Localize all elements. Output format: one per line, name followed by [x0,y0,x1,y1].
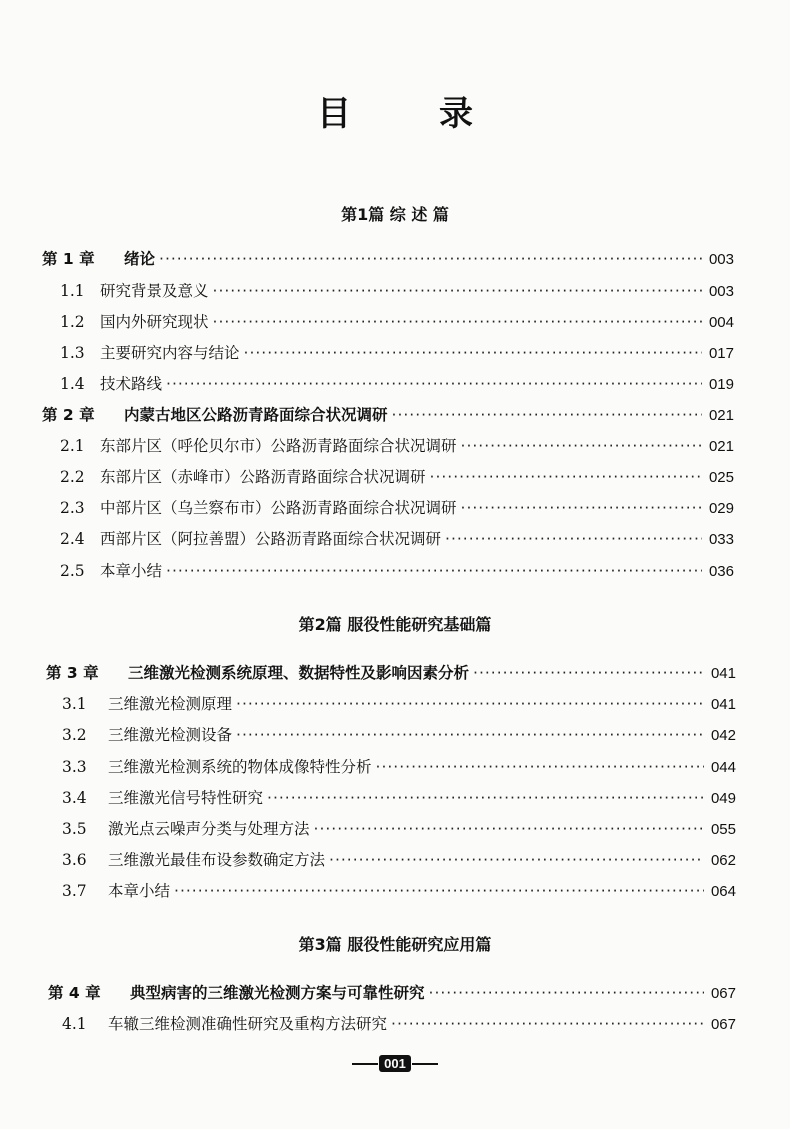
entry-page: 033 [708,531,734,548]
leader-dots [159,248,702,270]
leader-dots [267,787,704,809]
entry-page: 049 [710,790,736,807]
entry-title: 内蒙古地区公路沥青路面综合状况调研 [124,406,388,424]
toc-entry-chapter-2[interactable] [42,404,734,426]
entry-number: 3.4 [62,789,87,807]
leader-dots [473,662,704,684]
entry-title: 国内外研究现状 [100,313,209,331]
entry-page: 055 [710,821,736,838]
entry-page: 003 [708,283,734,300]
leader-dots [166,373,702,395]
leader-dots [213,280,702,302]
page-title [0,86,790,135]
entry-title: 绪论 [124,250,156,268]
entry-number: 第 4 章 [48,984,101,1002]
entry-number: 2.1 [60,437,85,455]
entry-page: 017 [708,345,734,362]
toc-entry-section-1-4[interactable] [60,373,734,395]
toc-entry-section-1-1[interactable] [60,280,734,302]
leader-dots [430,466,702,488]
entry-number: 2.3 [60,499,85,517]
toc-entry-section-3-2[interactable] [62,724,736,746]
footer-rule-left [352,1063,378,1065]
entry-number: 4.1 [62,1015,87,1033]
leader-dots [244,342,702,364]
leader-dots [314,818,704,840]
entry-number: 1.1 [60,282,85,300]
entry-title: 典型病害的三维激光检测方案与可靠性研究 [130,984,425,1002]
entry-page: 036 [708,563,734,580]
entry-number: 1.4 [60,375,85,393]
toc-entry-section-3-4[interactable] [62,787,736,809]
toc-entry-section-2-5[interactable] [60,560,734,582]
entry-page: 041 [710,696,736,713]
leader-dots [329,849,704,871]
toc-entry-section-3-5[interactable] [62,818,736,840]
entry-number: 2.2 [60,468,85,486]
part-heading-1: 第1篇 综 述 篇 [341,205,449,224]
leader-dots [174,880,704,902]
entry-number: 第 3 章 [46,664,99,682]
entry-title: 本章小结 [100,562,163,580]
footer-rule-right [412,1063,438,1065]
leader-dots [376,756,704,778]
toc-entry-section-2-1[interactable] [60,435,734,457]
entry-title: 本章小结 [108,882,171,900]
entry-title: 三维激光最佳布设参数确定方法 [108,851,326,869]
toc-entry-section-4-1[interactable] [62,1013,736,1035]
entry-page: 042 [710,727,736,744]
part-heading-3: 第3篇 服役性能研究应用篇 [298,935,492,954]
page-footer [0,1055,790,1072]
toc-entry-section-2-2[interactable] [60,466,734,488]
entry-page: 021 [708,438,734,455]
entry-number: 2.4 [60,530,85,548]
entry-number: 3.6 [62,851,87,869]
leader-dots [236,693,704,715]
leader-dots [236,724,704,746]
entry-page: 004 [708,314,734,331]
entry-number: 3.3 [62,758,87,776]
toc-entry-section-2-3[interactable] [60,497,734,519]
toc-entry-section-1-3[interactable] [60,342,734,364]
entry-page: 029 [708,500,734,517]
entry-title: 三维激光检测系统原理、数据特性及影响因素分析 [128,664,470,682]
part-heading-2: 第2篇 服役性能研究基础篇 [298,615,492,634]
entry-page: 025 [708,469,734,486]
leader-dots [461,435,702,457]
entry-page: 062 [710,852,736,869]
entry-number: 3.7 [62,882,87,900]
entry-number: 第 2 章 [42,406,95,424]
toc-entry-section-3-1[interactable] [62,693,736,715]
toc-entry-section-3-3[interactable] [62,756,736,778]
toc-entry-section-2-4[interactable] [60,528,734,550]
entry-page: 019 [708,376,734,393]
entry-title: 技术路线 [100,375,163,393]
entry-page: 021 [708,407,734,424]
entry-title: 三维激光检测系统的物体成像特性分析 [108,758,372,776]
toc-entry-chapter-3[interactable] [46,662,736,684]
page-title-char-1: 目 [317,94,351,134]
entry-number: 3.1 [62,695,87,713]
entry-number: 3.5 [62,820,87,838]
toc-entry-chapter-1[interactable] [42,248,734,270]
entry-page: 064 [710,883,736,900]
page-title-char-2: 录 [439,94,473,134]
leader-dots [445,528,702,550]
entry-number: 2.5 [60,562,85,580]
leader-dots [166,560,702,582]
entry-title: 三维激光信号特性研究 [108,789,264,807]
toc-entry-section-1-2[interactable] [60,311,734,333]
entry-page: 067 [710,1016,736,1033]
toc-entry-chapter-4[interactable] [48,982,736,1004]
leader-dots [213,311,702,333]
entry-title: 车辙三维检测准确性研究及重构方法研究 [108,1015,388,1033]
entry-title: 主要研究内容与结论 [100,344,240,362]
entry-number: 1.3 [60,344,85,362]
entry-title: 东部片区（赤峰市）公路沥青路面综合状况调研 [100,468,426,486]
leader-dots [461,497,702,519]
entry-title: 东部片区（呼伦贝尔市）公路沥青路面综合状况调研 [100,437,457,455]
entry-number: 第 1 章 [42,250,95,268]
entry-page: 041 [710,665,736,682]
page-number: 001 [379,1055,411,1072]
entry-number: 3.2 [62,726,87,744]
leader-dots [392,404,702,426]
entry-title: 激光点云噪声分类与处理方法 [108,820,310,838]
entry-number: 1.2 [60,313,85,331]
entry-page: 067 [710,985,736,1002]
entry-title: 西部片区（阿拉善盟）公路沥青路面综合状况调研 [100,530,442,548]
entry-page: 044 [710,759,736,776]
entry-title: 研究背景及意义 [100,282,209,300]
toc-entry-section-3-6[interactable] [62,849,736,871]
entry-title: 三维激光检测原理 [108,695,233,713]
leader-dots [429,982,704,1004]
leader-dots [391,1013,704,1035]
entry-page: 003 [708,251,734,268]
toc-entry-section-3-7[interactable] [62,880,736,902]
entry-title: 三维激光检测设备 [108,726,233,744]
entry-title: 中部片区（乌兰察布市）公路沥青路面综合状况调研 [100,499,457,517]
